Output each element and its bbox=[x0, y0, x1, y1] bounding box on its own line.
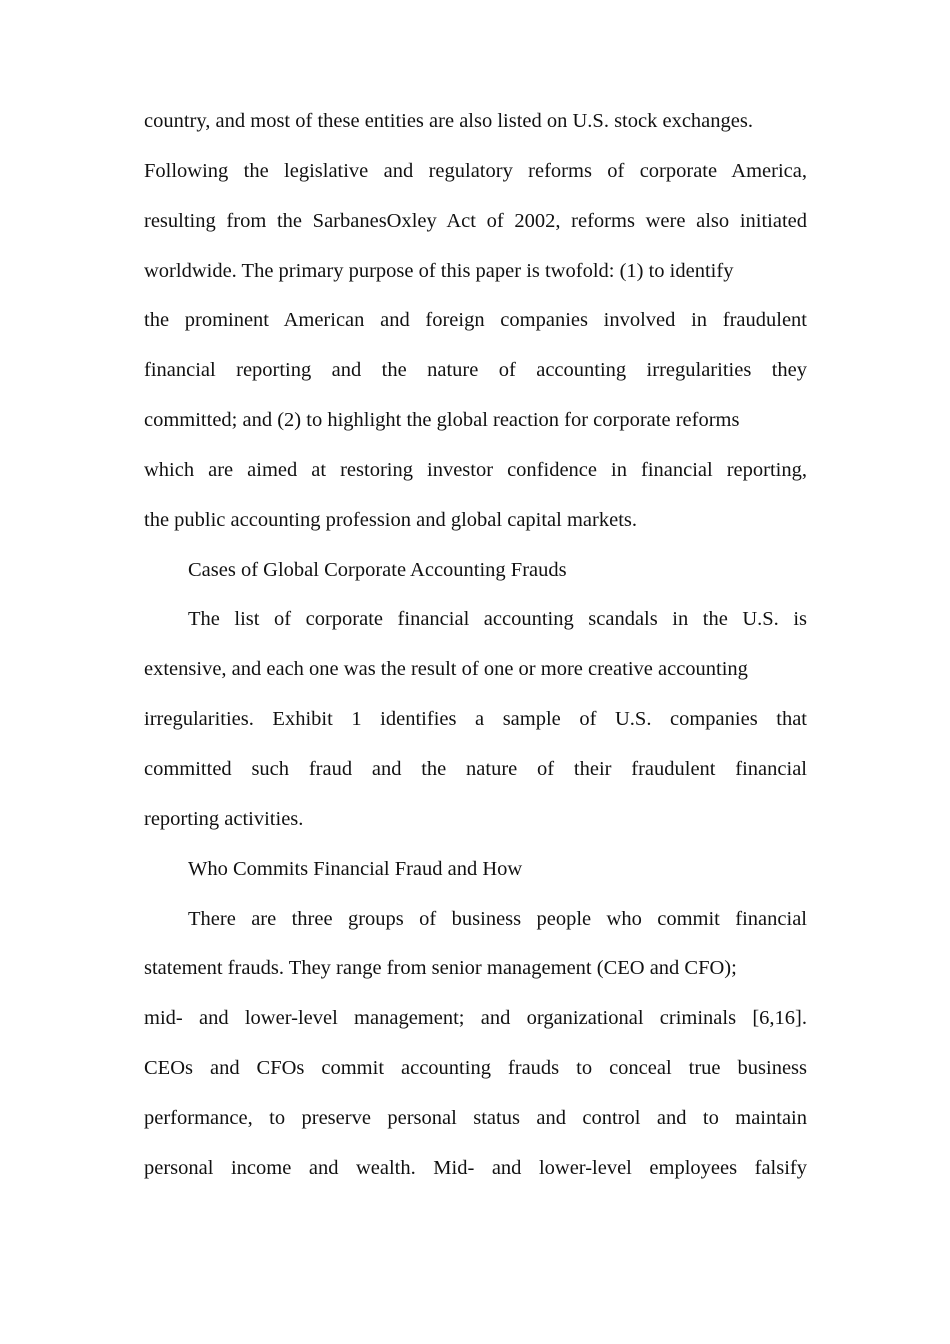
body-text bbox=[144, 97, 807, 1194]
text-line: There are three groups of business people who commit financial bbox=[188, 907, 807, 930]
text-line: the public accounting profession and global capital markets. bbox=[144, 508, 637, 531]
text-line: the prominent American and foreign companies involved in fraudulent bbox=[144, 309, 807, 332]
section-heading: Who Commits Financial Fraud and How bbox=[188, 857, 523, 880]
text-line: committed; and (2) to highlight the global reaction for corporate reforms bbox=[144, 409, 740, 432]
text-line: Following the legislative and regulatory reforms of corporate America, bbox=[144, 159, 807, 182]
text-line: extensive, and each one was the result of one or more creative accounting bbox=[144, 658, 748, 681]
text-line: statement frauds. They range from senior management (CEO and CFO); bbox=[144, 957, 737, 980]
text-line: country, and most of these entities are also listed on U.S. stock exchanges. bbox=[144, 110, 753, 132]
text-line: which are aimed at restoring investor confidence in financial reporting, bbox=[144, 458, 807, 481]
text-line: resulting from the SarbanesOxley Act of 2002, reforms were also initiated bbox=[144, 209, 807, 232]
text-line: personal income and wealth. Mid- and lower-level employees falsify bbox=[144, 1156, 807, 1179]
text-line: committed such fraud and the nature of their fraudulent financial bbox=[144, 757, 807, 780]
text-line: reporting activities. bbox=[144, 807, 304, 830]
text-line: irregularities. Exhibit 1 identifies a sample of U.S. companies that bbox=[144, 708, 807, 731]
text-line: financial reporting and the nature of accounting irregularities they bbox=[144, 359, 807, 382]
text-line: CEOs and CFOs commit accounting frauds to conceal true business bbox=[144, 1057, 807, 1080]
section-heading: Cases of Global Corporate Accounting Frauds bbox=[188, 558, 567, 581]
text-line: performance, to preserve personal status and control and to maintain bbox=[144, 1106, 807, 1129]
text-line: mid- and lower-level management; and organizational criminals [6,16]. bbox=[144, 1007, 807, 1030]
text-line: worldwide. The primary purpose of this paper is twofold: (1) to identify bbox=[144, 259, 734, 282]
text-line: The list of corporate financial accounting scandals in the U.S. is bbox=[188, 608, 807, 631]
